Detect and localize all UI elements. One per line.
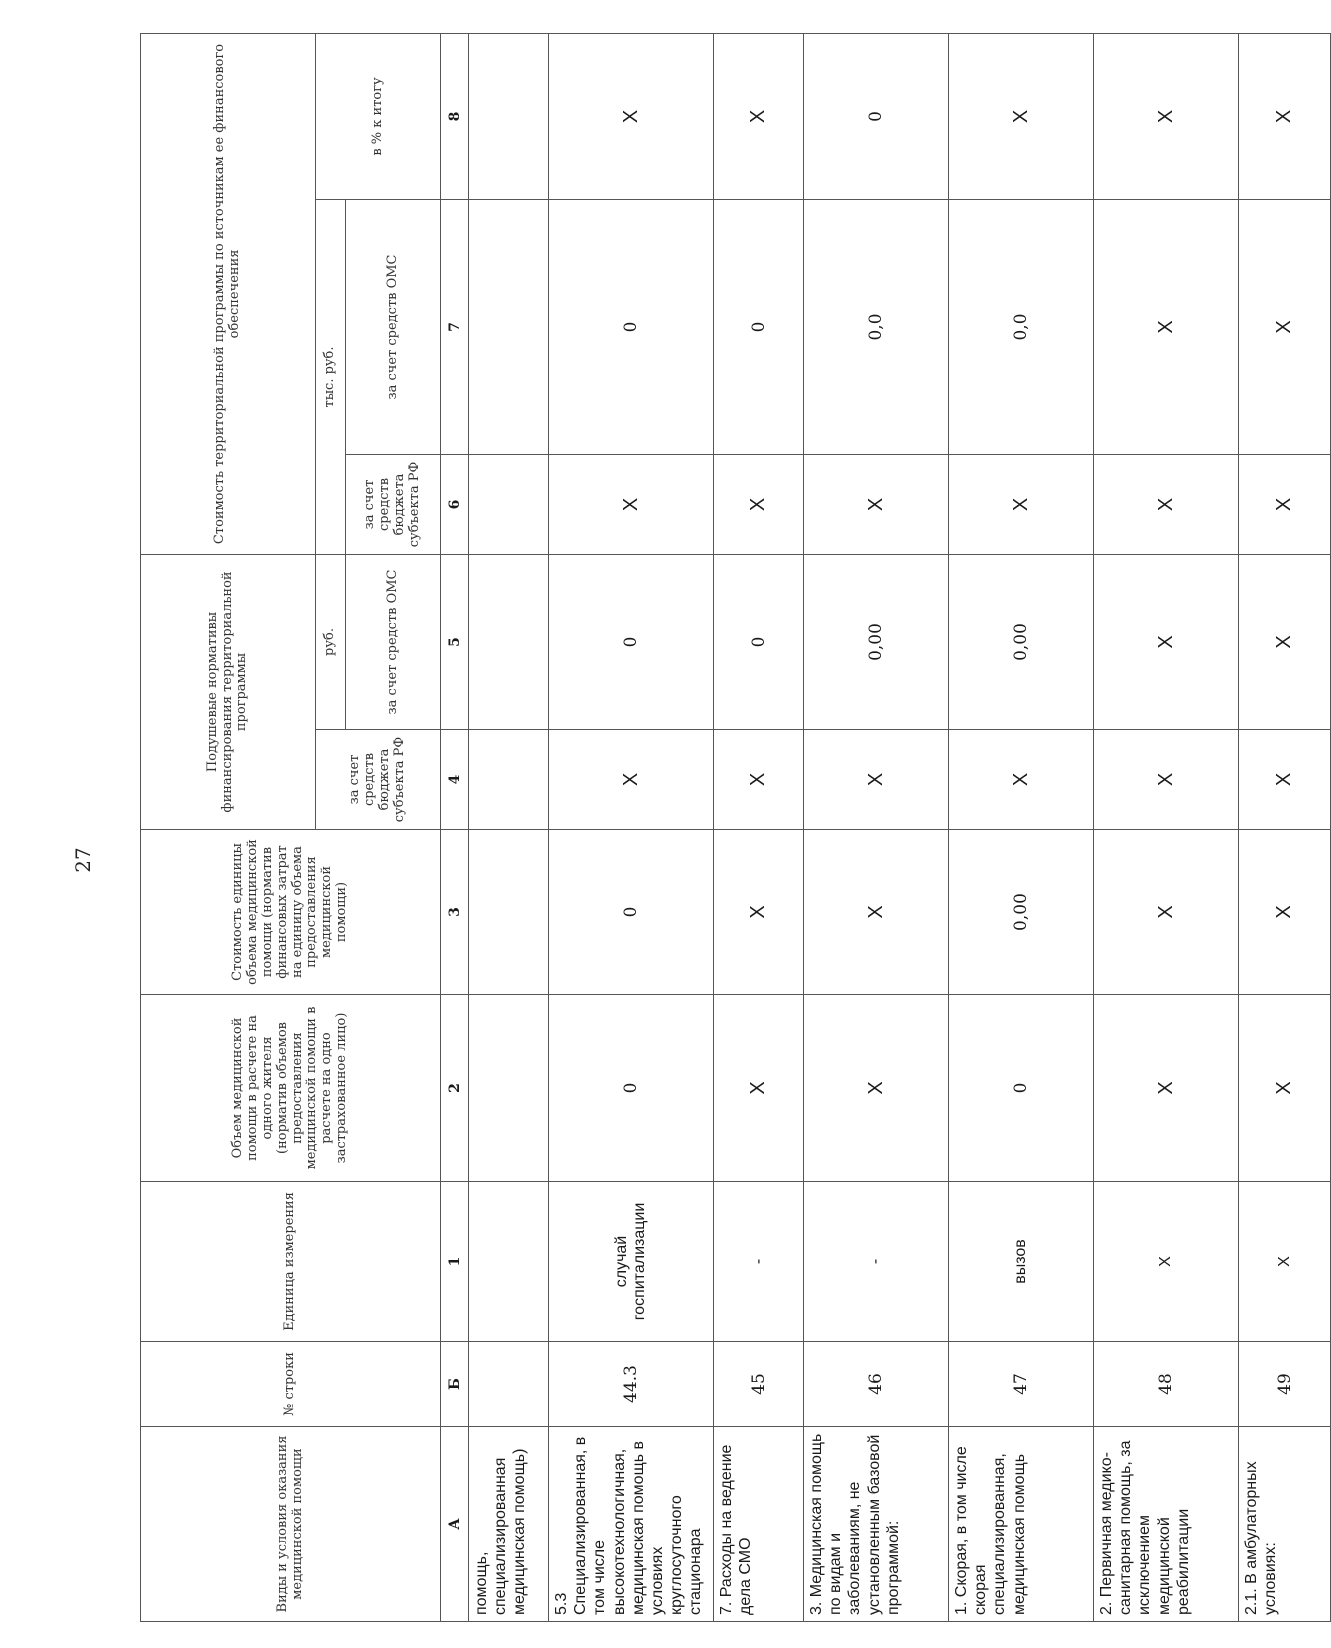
table-row bbox=[469, 33, 549, 1621]
cell-c4 bbox=[469, 730, 549, 830]
cell-unit: вызов bbox=[949, 1182, 1094, 1342]
cell-c3 bbox=[469, 830, 549, 995]
data-table bbox=[140, 33, 1331, 1622]
cell-c5 bbox=[469, 554, 549, 729]
cell-c6: X bbox=[949, 454, 1094, 554]
col-number: 8 bbox=[441, 33, 469, 199]
header-col-1: Единица измерения bbox=[141, 1182, 441, 1342]
cell-c5: 0 bbox=[549, 554, 714, 729]
cell-c8 bbox=[469, 33, 549, 199]
cell-c2: 0 bbox=[549, 995, 714, 1182]
cell-c2: X bbox=[804, 995, 949, 1182]
cell-c2 bbox=[469, 995, 549, 1182]
cell-c5: X bbox=[1239, 554, 1331, 729]
page-number: 27 bbox=[71, 847, 95, 873]
cell-c2: X bbox=[714, 995, 804, 1182]
cell-a: помощь, специализированная медицинская помощь) bbox=[469, 1427, 549, 1622]
cell-a: 3. Медицинская помощь по видам и заболеваниям, не установленным базовой программой: bbox=[804, 1427, 949, 1622]
cell-c4: X bbox=[714, 730, 804, 830]
rotated-table-container bbox=[140, 34, 1295, 1622]
header-col-3: Стоимость единицы объема медицинской помощи (норматив финансовых затрат на единицу объема предоставления медицинской помощи) bbox=[141, 830, 441, 995]
table-row bbox=[1094, 33, 1239, 1621]
cell-unit: случай госпитализации bbox=[549, 1182, 714, 1342]
cell-a: 2. Первичная медико-санитарная помощь, за исключением медицинской реабилитации bbox=[1094, 1427, 1239, 1622]
col-number: 3 bbox=[441, 830, 469, 995]
cell-unit: - bbox=[804, 1182, 949, 1342]
cell-c6 bbox=[469, 454, 549, 554]
table-row bbox=[1239, 33, 1331, 1621]
cell-c5: 0 bbox=[714, 554, 804, 729]
cell-unit: X bbox=[1094, 1182, 1239, 1342]
cell-c6: X bbox=[1239, 454, 1331, 554]
header-col-a: Виды и условия оказания медицинской помощи bbox=[141, 1427, 441, 1622]
cell-a: 5.3 Специализированная, в том числе высокотехнологичная, медицинская помощь в условиях круглосуточного стационара bbox=[549, 1427, 714, 1622]
col-number: 6 bbox=[441, 454, 469, 554]
cell-c7 bbox=[469, 199, 549, 454]
cell-c2: 0 bbox=[949, 995, 1094, 1182]
cell-c8: 0 bbox=[804, 33, 949, 199]
cell-c7: 0 bbox=[714, 199, 804, 454]
cell-c6: X bbox=[804, 454, 949, 554]
cell-c3: X bbox=[1094, 830, 1239, 995]
header-group-cost: Стоимость территориальной программы по источникам ее финансового обеспечения bbox=[141, 33, 316, 554]
cell-c3: X bbox=[804, 830, 949, 995]
cell-c2: X bbox=[1239, 995, 1331, 1182]
table-row bbox=[949, 33, 1094, 1621]
cell-c3: X bbox=[714, 830, 804, 995]
cell-c6: X bbox=[714, 454, 804, 554]
cell-c3: 0 bbox=[549, 830, 714, 995]
table-body bbox=[469, 33, 1331, 1621]
cell-c7: 0 bbox=[549, 199, 714, 454]
header-col-6: за счет средств бюджета субъекта РФ bbox=[346, 454, 441, 554]
table-row bbox=[549, 33, 714, 1621]
col-number: 5 bbox=[441, 554, 469, 729]
cell-c3: 0,00 bbox=[949, 830, 1094, 995]
cell-unit: X bbox=[1239, 1182, 1331, 1342]
cell-c7: 0,0 bbox=[804, 199, 949, 454]
cell-b: 44.3 bbox=[549, 1342, 714, 1427]
header-col-2: Объем медицинской помощи в расчете на одного жителя (норматив объемов предоставления медицинской помощи в расчете на одно застрахованное лицо) bbox=[141, 995, 441, 1182]
header-col-8: в % к итогу bbox=[316, 33, 441, 199]
header-col-5: за счет средств ОМС bbox=[346, 554, 441, 729]
header-cost-unit: тыс. руб. bbox=[316, 199, 346, 554]
cell-c8: X bbox=[549, 33, 714, 199]
header-col-7: за счет средств ОМС bbox=[346, 199, 441, 454]
header-col-b: № строки bbox=[141, 1342, 441, 1427]
cell-c4: X bbox=[1239, 730, 1331, 830]
cell-c4: X bbox=[949, 730, 1094, 830]
cell-unit: - bbox=[714, 1182, 804, 1342]
cell-c8: X bbox=[714, 33, 804, 199]
cell-c8: X bbox=[1239, 33, 1331, 199]
column-number-row bbox=[441, 33, 469, 1621]
cell-a: 2.1. В амбулаторных условиях: bbox=[1239, 1427, 1331, 1622]
cell-b bbox=[469, 1342, 549, 1427]
cell-c5: 0,00 bbox=[804, 554, 949, 729]
table-row bbox=[714, 33, 804, 1621]
cell-unit bbox=[469, 1182, 549, 1342]
cell-c4: X bbox=[549, 730, 714, 830]
cell-c6: X bbox=[1094, 454, 1239, 554]
col-number: Б bbox=[441, 1342, 469, 1427]
header-col-4: за счет средств бюджета субъекта РФ bbox=[316, 730, 441, 830]
header-norms-unit: руб. bbox=[316, 554, 346, 729]
cell-b: 46 bbox=[804, 1342, 949, 1427]
cell-c5: X bbox=[1094, 554, 1239, 729]
header-group-norms: Подушевые нормативы финансирования территориальной программы bbox=[141, 554, 316, 829]
cell-c3: X bbox=[1239, 830, 1331, 995]
cell-b: 49 bbox=[1239, 1342, 1331, 1427]
col-number: 2 bbox=[441, 995, 469, 1182]
cell-c7: X bbox=[1094, 199, 1239, 454]
cell-b: 47 bbox=[949, 1342, 1094, 1427]
col-number: 1 bbox=[441, 1182, 469, 1342]
header-row-top bbox=[141, 33, 316, 1621]
table-row bbox=[804, 33, 949, 1621]
cell-c7: 0,0 bbox=[949, 199, 1094, 454]
col-number: 7 bbox=[441, 199, 469, 454]
cell-c2: X bbox=[1094, 995, 1239, 1182]
cell-b: 48 bbox=[1094, 1342, 1239, 1427]
col-number: 4 bbox=[441, 730, 469, 830]
cell-a: 7. Расходы на ведение дела СМО bbox=[714, 1427, 804, 1622]
cell-c4: X bbox=[804, 730, 949, 830]
cell-c7: X bbox=[1239, 199, 1331, 454]
cell-a: 1. Скорая, в том числе скорая специализированная, медицинская помощь bbox=[949, 1427, 1094, 1622]
cell-c5: 0,00 bbox=[949, 554, 1094, 729]
cell-c6: X bbox=[549, 454, 714, 554]
cell-b: 45 bbox=[714, 1342, 804, 1427]
cell-c8: X bbox=[1094, 33, 1239, 199]
cell-c4: X bbox=[1094, 730, 1239, 830]
col-number: А bbox=[441, 1427, 469, 1622]
cell-c8: X bbox=[949, 33, 1094, 199]
